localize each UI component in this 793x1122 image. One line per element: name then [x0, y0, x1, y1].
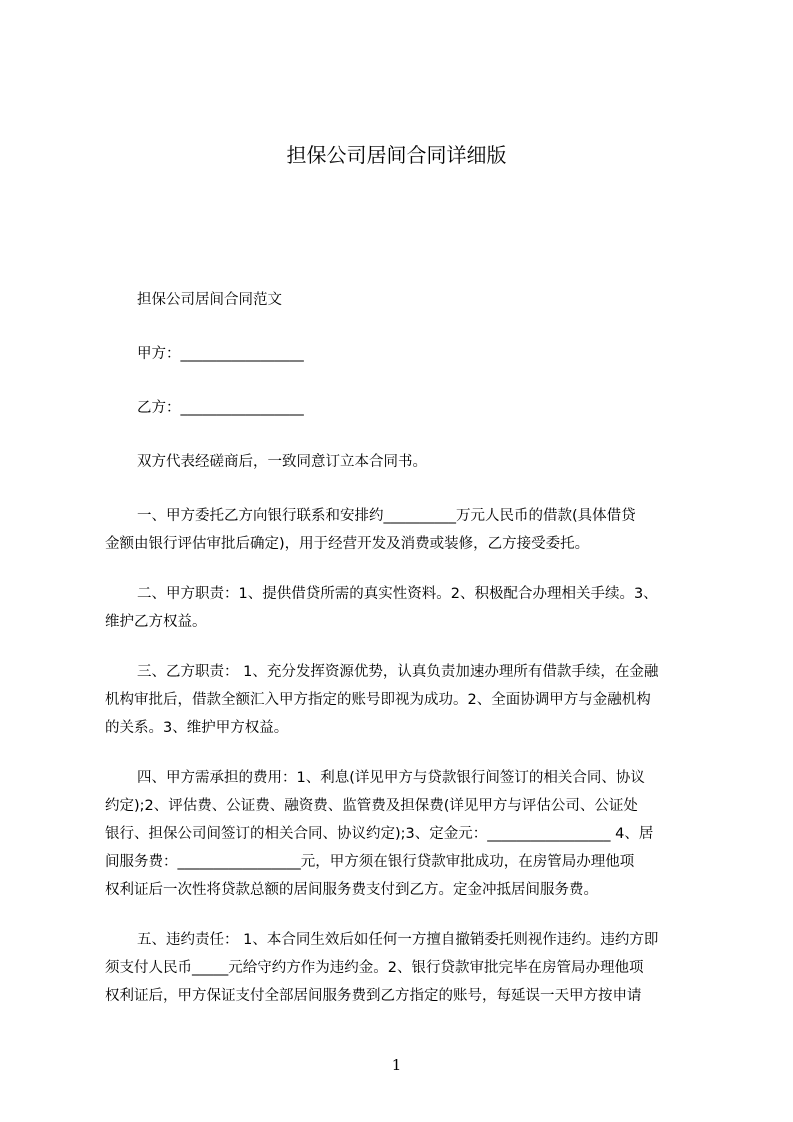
party-a-text: 甲方：_________________	[137, 346, 304, 362]
clause-4-line: 银行、担保公司间签订的相关合同、协议约定);3、定金元：_________________ 4、居	[105, 826, 654, 842]
clause-4-line: 约定);2、评估费、公证费、融资费、监管费及担保费(详见甲方与评估公司、公证处	[105, 798, 638, 814]
intro-paragraph	[105, 448, 698, 476]
clause-5-line: 须支付人民币_____元给守约方作为违约金。2、银行贷款审批完毕在房管局办理他项	[105, 960, 644, 976]
clause-5-line: 权利证后，甲方保证支付全部居间服务费到乙方指定的账号，每延误一天甲方按申请	[105, 988, 642, 1004]
clause-3-line: 机构审批后，借款全额汇入甲方指定的账号即视为成功。2、全面协调甲方与金融机构	[105, 692, 651, 708]
clause-3-line: 的关系。3、维护甲方权益。	[105, 720, 289, 736]
clause-4-line: 权利证后一次性将贷款总额的居间服务费支付到乙方。定金冲抵居间服务费。	[105, 882, 598, 898]
document-subtitle	[105, 286, 698, 314]
clause-5	[105, 926, 698, 1010]
clause-4	[105, 764, 698, 904]
intro-text: 双方代表经磋商后，一致同意订立本合同书。	[137, 454, 427, 470]
party-a-line	[105, 340, 698, 368]
subtitle-text: 担保公司居间合同范文	[137, 292, 282, 308]
party-b-line	[105, 394, 698, 422]
clause-1-line: 一、甲方委托乙方向银行联系和安排约__________万元人民币的借款(具体借贷	[137, 508, 636, 524]
clause-2-line: 维护乙方权益。	[105, 614, 207, 630]
clause-3-line: 三、乙方职责： 1、充分发挥资源优势，认真负责加速办理所有借款手续，在金融	[137, 664, 659, 680]
clause-3	[105, 658, 698, 742]
clause-1	[105, 502, 698, 558]
party-b-text: 乙方：_________________	[137, 400, 304, 416]
clause-4-line: 间服务费：_________________元，甲方须在银行贷款审批成功，在房管局办理他项	[105, 854, 635, 870]
clause-4-line: 四、甲方需承担的费用：1、利息(详见甲方与贷款银行间签订的相关合同、协议	[137, 770, 645, 786]
clause-2-line: 二、甲方职责：1、提供借贷所需的真实性资料。2、积极配合办理相关手续。3、	[137, 586, 658, 602]
document-title: 担保公司居间合同详细版	[286, 143, 507, 167]
page-number: 1	[391, 1056, 402, 1074]
clause-2	[105, 580, 698, 636]
clause-5-line: 五、违约责任： 1、本合同生效后如任何一方擅自撤销委托则视作违约。违约方即	[137, 932, 659, 948]
clause-1-line: 金额由银行评估审批后确定)，用于经营开发及消费或装修，乙方接受委托。	[105, 536, 590, 552]
